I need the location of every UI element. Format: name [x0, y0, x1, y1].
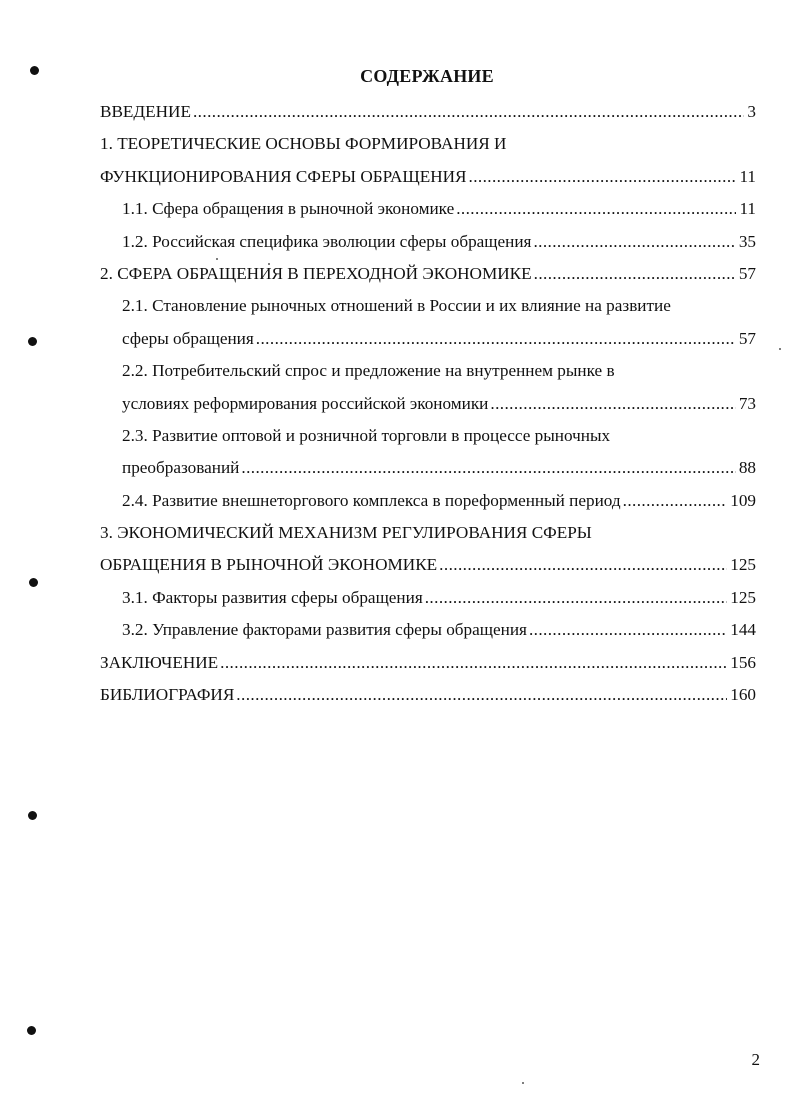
toc-entry-section-2-1[interactable]	[100, 323, 756, 355]
toc-entry-bibliography[interactable]	[100, 679, 756, 711]
toc-entry-chapter-3-line: 3. ЭКОНОМИЧЕСКИЙ МЕХАНИЗМ РЕГУЛИРОВАНИЯ СФЕРЫ	[100, 523, 592, 543]
dot-leader	[456, 193, 736, 225]
toc-label: 1.1. Сфера обращения в рыночной экономике	[122, 199, 455, 219]
dot-leader	[236, 679, 727, 711]
toc-entry-section-2-3[interactable]	[100, 452, 756, 484]
dot-leader	[490, 388, 735, 420]
toc-entry-section-2-2-line: 2.2. Потребительский спрос и предложение на внутреннем рынке в	[122, 361, 615, 381]
dot-leader	[220, 647, 727, 679]
toc-entry-conclusion[interactable]	[100, 647, 756, 679]
toc-entry-section-2-4[interactable]	[100, 485, 756, 517]
toc-label: преобразований	[122, 458, 240, 478]
toc-entry-section-2-2[interactable]	[100, 388, 756, 420]
toc-page-number: 156	[730, 652, 756, 672]
binder-hole	[29, 578, 38, 587]
dot-leader	[534, 258, 736, 290]
toc-label: 2. СФЕРА ОБРАЩЕНИЯ В ПЕРЕХОДНОЙ ЭКОНОМИКЕ	[100, 263, 532, 283]
toc-entry-chapter-2[interactable]	[100, 258, 756, 290]
toc-label: ВВЕДЕНИЕ	[100, 102, 191, 121]
toc-page-number: 73	[738, 393, 756, 413]
table-of-contents	[100, 96, 756, 711]
binder-hole	[28, 337, 37, 346]
toc-page-number: 125	[730, 555, 756, 575]
dot-leader	[256, 323, 736, 355]
dot-leader	[193, 96, 744, 128]
toc-label: ЗАКЛЮЧЕНИЕ	[100, 652, 219, 672]
dot-leader	[469, 161, 737, 193]
dot-leader	[439, 549, 727, 581]
toc-page-number: 88	[738, 458, 756, 478]
toc-entry-section-1-2[interactable]	[100, 226, 756, 258]
toc-page-number: 35	[738, 231, 756, 251]
toc-entry-chapter-1-line: 1. ТЕОРЕТИЧЕСКИЕ ОСНОВЫ ФОРМИРОВАНИЯ И	[100, 134, 507, 154]
dot-leader	[529, 614, 727, 646]
scan-speck	[779, 348, 781, 350]
toc-page-number: 11	[739, 199, 756, 219]
dot-leader	[241, 452, 735, 484]
toc-page-number: 109	[730, 490, 756, 510]
page-title: СОДЕРЖАНИЕ	[360, 66, 494, 86]
toc-label: ФУНКЦИОНИРОВАНИЯ СФЕРЫ ОБРАЩЕНИЯ	[100, 166, 467, 186]
toc-entry-section-1-1[interactable]	[100, 193, 756, 225]
toc-label: 2.4. Развитие внешнеторгового комплекса в пореформенный период	[122, 490, 621, 510]
toc-entry-section-2-1-line: 2.1. Становление рыночных отношений в России и их влияние на развитие	[122, 296, 671, 316]
binder-hole	[28, 811, 37, 820]
toc-entry-chapter-1[interactable]	[100, 161, 756, 193]
toc-entry-section-3-1[interactable]	[100, 582, 756, 614]
toc-page-number: 125	[730, 587, 756, 607]
toc-label: ОБРАЩЕНИЯ В РЫНОЧНОЙ ЭКОНОМИКЕ	[100, 555, 438, 575]
toc-page-number: 3	[747, 102, 756, 121]
toc-label: 3.2. Управление факторами развития сферы обращения	[122, 620, 527, 640]
toc-label: БИБЛИОГРАФИЯ	[100, 685, 235, 705]
dot-leader	[533, 226, 735, 258]
toc-entry-section-2-3-line: 2.3. Развитие оптовой и розничной торговли в процессе рыночных	[122, 425, 611, 445]
toc-entry-introduction[interactable]	[100, 96, 756, 128]
toc-page-number: 57	[738, 328, 756, 348]
toc-entry-section-3-2[interactable]	[100, 614, 756, 646]
page-number: 2	[751, 1050, 760, 1069]
binder-hole	[27, 1026, 36, 1035]
dot-leader	[623, 485, 728, 517]
toc-entry-chapter-3[interactable]	[100, 549, 756, 581]
toc-label: условиях реформирования российской экономики	[122, 393, 489, 413]
toc-label: 3.1. Факторы развития сферы обращения	[122, 587, 423, 607]
toc-page-number: 57	[738, 263, 756, 283]
scan-speck	[522, 1082, 524, 1084]
toc-label: сферы обращения	[122, 328, 254, 348]
toc-page-number: 11	[739, 166, 756, 186]
toc-page-number: 144	[730, 620, 756, 640]
dot-leader	[425, 582, 727, 614]
toc-page-number: 160	[730, 685, 756, 705]
toc-label: 1.2. Российская специфика эволюции сферы обращения	[122, 231, 532, 251]
